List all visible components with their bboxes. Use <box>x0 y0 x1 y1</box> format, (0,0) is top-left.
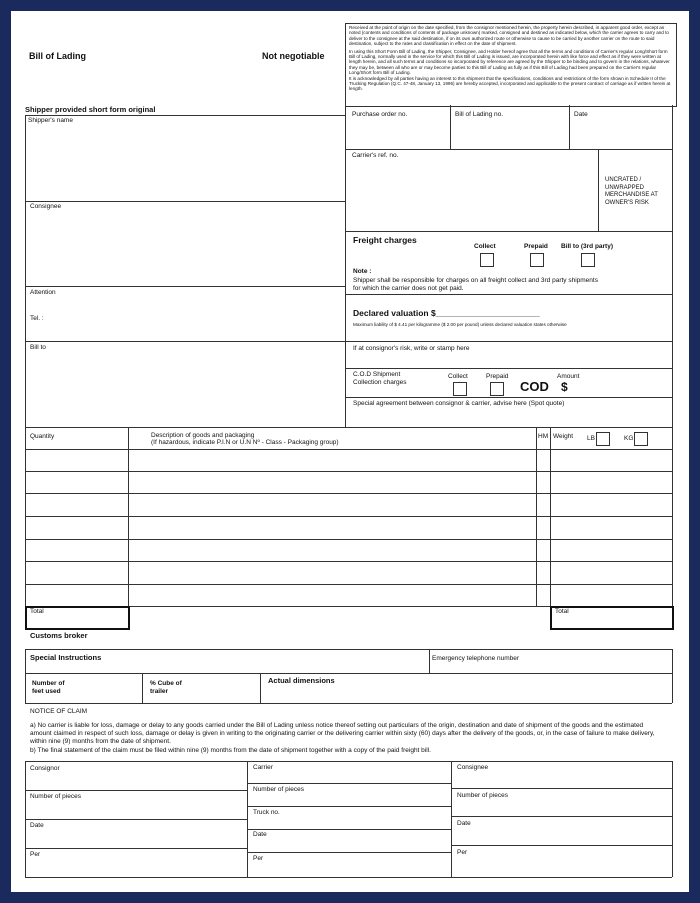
rule <box>25 819 247 820</box>
consignee-label: Consignee <box>30 203 62 210</box>
consignor-risk-label: If at consignor's risk, write or stamp here <box>353 345 470 352</box>
left-top-rule <box>25 115 345 116</box>
cod-prepaid-label: Prepaid <box>486 373 509 380</box>
date-label: Date <box>574 111 588 118</box>
rule <box>672 649 673 703</box>
number-of-feet-label: Number of feet used <box>32 680 65 695</box>
rule <box>550 427 551 606</box>
bill-of-lading-form <box>11 11 689 892</box>
carrier-date-label: Date <box>253 831 267 838</box>
rule <box>451 788 672 789</box>
consignee-field[interactable] <box>26 213 344 283</box>
consignor-sign-label: Consignor <box>30 765 60 772</box>
emergency-phone-label: Emergency telephone number <box>432 655 520 662</box>
special-agreement-label: Special agreement between consignor & carrier, advise here (Spot quote) <box>353 400 565 407</box>
carrier-sign-label: Carrier <box>253 764 273 771</box>
terms-paragraph-2: In using this Short Form Bill of Lading, the Shipper, Consignee, and Holder hereof agree that all the terms and conditions of Carrier's regular Long/Short form Bill of Lading, normally used in the service for which this Bill of Lading is issued, are incorporated herein with like force and effect as if they were written at length herein, and all such terms and conditions so incorporated by reference are agreed by the Shipper to be binding and to govern in the relations, whatever they may be, between all who are or may become parties to this Bill of Lading as fully as if this Bill of Lading had been prepared on the Carrier's regular Long/Short form Bill of Lading. <box>349 48 670 76</box>
special-instructions-label: Special Instructions <box>30 653 102 662</box>
lb-checkbox[interactable] <box>596 432 610 446</box>
cod-collect-label: Collect <box>448 373 468 380</box>
rule <box>25 427 26 629</box>
rule <box>451 761 452 877</box>
rule <box>345 368 672 369</box>
cube-of-trailer-label: % Cube of trailer <box>150 680 182 695</box>
rule <box>247 829 451 830</box>
rule <box>25 877 672 878</box>
terms-text <box>349 25 674 103</box>
freight-prepaid-checkbox[interactable] <box>530 253 544 267</box>
freight-3rd-party-checkbox[interactable] <box>581 253 595 267</box>
customs-broker-label: Customs broker <box>30 631 88 640</box>
rule <box>25 561 672 562</box>
freight-collect-checkbox[interactable] <box>480 253 494 267</box>
rule <box>25 286 345 287</box>
rule <box>451 816 672 817</box>
rule <box>25 493 672 494</box>
cod-label: COD <box>520 379 549 394</box>
rule <box>345 294 672 295</box>
rule <box>25 516 672 517</box>
rule <box>25 341 345 342</box>
amount-dollar-sign: $ <box>561 380 568 394</box>
rule <box>25 673 672 674</box>
tel-label: Tel. : <box>30 315 44 322</box>
form-title: Bill of Lading <box>29 51 86 61</box>
rule <box>25 539 672 540</box>
rule <box>25 649 26 703</box>
carrier-per-label: Per <box>253 855 264 862</box>
rule <box>260 673 261 703</box>
freight-charges-title: Freight charges <box>353 235 417 245</box>
terms-paragraph-1: Received at the point of origin on the date specified, from the consignor mentioned herein, the property herein described, in apparent good order, except as noted (contents and conditions of contents of package unknown) marked, consigned and destined as indicated below, which the carrier agrees to carry and to deliver to the consignee at the said destination, if on its own authorized route or otherwise to cause to be carried by another carrier on the route to said destination, subject to the rates and classification in effect on the date of shipment. <box>349 25 669 47</box>
rule <box>247 783 451 784</box>
cod-shipment-label: C.O.D Shipment Collection charges <box>353 371 407 386</box>
weight-header: Weight <box>553 433 574 440</box>
bill-to-label: Bill to <box>30 344 46 351</box>
truck-number-label: Truck no. <box>253 809 280 816</box>
purchase-order-label: Purchase order no. <box>352 111 408 118</box>
note-text: Shipper shall be responsible for charges on all freight collect and 3rd party shipments for which the carrier does not get paid. <box>353 277 598 292</box>
bill-to-3rd-label: Bill to (3rd party) <box>561 243 614 250</box>
rule <box>345 231 672 232</box>
rule <box>450 105 451 149</box>
consignee-sign-label: Consignee <box>457 764 489 771</box>
actual-dimensions-label: Actual dimensions <box>268 676 335 685</box>
consignee-date-label: Date <box>457 820 471 827</box>
total-weight-label: Total <box>555 608 569 615</box>
rule <box>128 427 129 606</box>
rule <box>345 149 672 150</box>
not-negotiable-label: Not negotiable <box>262 51 325 61</box>
cod-prepaid-checkbox[interactable] <box>490 382 504 396</box>
rule <box>672 761 673 877</box>
right-border <box>672 105 673 427</box>
notice-of-claim-a: a) No carrier is liable for loss, damage or delay to any goods carried under the Bill of Lading unless notice thereof setting out particulars of the origin, destination and date of shipment of the goods and the estimated amount claimed in respect of such loss, damage or delay is given in writing to the originating carrier or the delivering carrier within sixty (60) days after the delivery of the goods, or, in the case of failure to make delivery, within nine (9) months from the date of shipment. <box>30 722 655 745</box>
description-header: Description of goods and packaging (If hazardous, indicate P.I.N or U.N Nº - Class - Packaging group) <box>151 432 339 446</box>
terms-paragraph-3: It is acknowledged by all parties having an interest to this shipment that the specifications, conditions and restrictions of the form shown in Schedule II of the Trucking Regulation (Q.C. 47-48, January 13, 1995) are hereby accepted, incorporated and applicable to the present contract of carriage as if written herein at length. <box>349 75 671 92</box>
rule <box>25 790 247 791</box>
carrier-ref-label: Carrier's ref. no. <box>352 152 399 159</box>
rule <box>247 806 451 807</box>
rule <box>345 397 672 398</box>
rule <box>25 649 672 650</box>
quantity-header: Quantity <box>30 433 55 440</box>
shippers-name-label: Shipper's name <box>28 117 73 124</box>
kg-label: KG <box>624 435 634 442</box>
rule <box>569 105 570 149</box>
cod-collect-checkbox[interactable] <box>453 382 467 396</box>
rule <box>247 761 248 877</box>
uncrated-notice: UNCRATED / UNWRAPPED MERCHANDISE AT OWNER'S RISK <box>605 177 658 206</box>
rule <box>25 761 672 762</box>
bol-number-label: Bill of Lading no. <box>455 111 504 118</box>
consignee-pieces-label: Number of pieces <box>457 792 508 799</box>
rule <box>25 584 672 585</box>
lb-label: LB <box>587 435 595 442</box>
bill-to-field[interactable] <box>26 353 344 425</box>
short-form-label: Shipper provided short form original <box>25 105 156 114</box>
rule <box>25 201 345 202</box>
shippers-name-field[interactable] <box>26 127 344 199</box>
rule <box>247 852 451 853</box>
middle-divider <box>345 105 346 427</box>
rule <box>142 673 143 703</box>
consignor-per-label: Per <box>30 851 41 858</box>
collect-label: Collect <box>474 243 496 250</box>
notice-of-claim-title: NOTICE OF CLAIM <box>30 708 88 715</box>
rule <box>536 427 537 606</box>
rule <box>345 341 672 342</box>
consignee-per-label: Per <box>457 849 468 856</box>
prepaid-label: Prepaid <box>524 243 548 250</box>
consignor-pieces-label: Number of pieces <box>30 793 81 800</box>
hm-header: HM <box>538 433 549 440</box>
note-label: Note : <box>353 268 372 275</box>
rule <box>25 449 672 450</box>
rule <box>429 649 430 673</box>
carrier-pieces-label: Number of pieces <box>253 786 304 793</box>
rule <box>598 149 599 231</box>
notice-of-claim-b: b) The final statement of the claim must be filed within nine (9) months from the date of shipment together with a copy of the paid freight bill. <box>30 747 431 754</box>
rule <box>25 703 672 704</box>
consignor-date-label: Date <box>30 822 44 829</box>
kg-checkbox[interactable] <box>634 432 648 446</box>
rule <box>25 848 247 849</box>
rule <box>672 427 673 629</box>
rule <box>451 845 672 846</box>
attention-label: Attention <box>30 289 56 296</box>
rule <box>25 427 672 428</box>
max-liability-text: Maximum liability of $ 4.41 per kilogramme ($ 2.00 per pound) unless declared valuation states otherwise <box>353 322 567 327</box>
rule <box>25 471 672 472</box>
amount-label: Amount <box>557 373 580 380</box>
total-quantity-label: Total <box>30 608 44 615</box>
declared-valuation: Declared valuation $______________________ <box>353 308 540 318</box>
